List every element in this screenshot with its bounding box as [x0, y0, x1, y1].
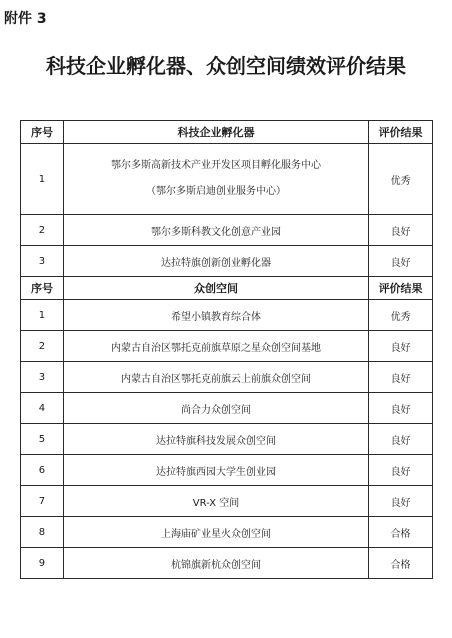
- row-name: 达拉特旗西园大学生创业园: [63, 455, 368, 486]
- row-no: 6: [21, 455, 64, 486]
- row-no: 3: [21, 246, 64, 277]
- row-result: 合格: [369, 517, 433, 548]
- row-no: 4: [21, 393, 64, 424]
- row-name: 杭锦旗新杭众创空间: [63, 548, 368, 579]
- row-result: 良好: [369, 362, 433, 393]
- row-result: 合格: [369, 548, 433, 579]
- row-result: 优秀: [369, 144, 433, 215]
- row-result: 良好: [369, 331, 433, 362]
- table-row: [21, 486, 433, 517]
- row-result: 良好: [369, 455, 433, 486]
- header-result: 评价结果: [369, 277, 433, 300]
- row-name: 鄂尔多斯科教文化创意产业园: [63, 215, 368, 246]
- row-result: 良好: [369, 486, 433, 517]
- row-no: 5: [21, 424, 64, 455]
- incubator-header-row: [21, 121, 433, 144]
- row-name: 内蒙古自治区鄂托克前旗云上前旗众创空间: [63, 362, 368, 393]
- row-no: 8: [21, 517, 64, 548]
- table-row: [21, 144, 433, 215]
- row-no: 2: [21, 331, 64, 362]
- table-row: [21, 362, 433, 393]
- table-row: [21, 548, 433, 579]
- row-result: 良好: [369, 393, 433, 424]
- row-no: 1: [21, 144, 64, 215]
- table-row: [21, 300, 433, 331]
- table-row: [21, 517, 433, 548]
- row-no: 2: [21, 215, 64, 246]
- row-name: VR-X 空间: [63, 486, 368, 517]
- header-maker-space-name: 众创空间: [63, 277, 368, 300]
- maker-space-header-row: [21, 277, 433, 300]
- row-name: 上海庙矿业星火众创空间: [63, 517, 368, 548]
- header-no: 序号: [21, 277, 64, 300]
- row-result: 良好: [369, 424, 433, 455]
- row-no: 3: [21, 362, 64, 393]
- table-row: [21, 393, 433, 424]
- header-incubator-name: 科技企业孵化器: [63, 121, 368, 144]
- table-row: [21, 246, 433, 277]
- row-name: [63, 144, 368, 215]
- row-no: 1: [21, 300, 64, 331]
- row-name: 达拉特旗创新创业孵化器: [63, 246, 368, 277]
- table-row: [21, 424, 433, 455]
- table-row: [21, 455, 433, 486]
- table-row: [21, 215, 433, 246]
- row-no: 7: [21, 486, 64, 517]
- row-name: 内蒙古自治区鄂托克前旗草原之星众创空间基地: [63, 331, 368, 362]
- evaluation-results-table: [20, 120, 433, 579]
- header-result: 评价结果: [369, 121, 433, 144]
- attachment-label: 附件 3: [4, 11, 47, 27]
- row-result: 良好: [369, 246, 433, 277]
- document-title: 科技企业孵化器、众创空间绩效评价结果: [46, 54, 406, 78]
- row-name-line2: （鄂尔多斯启迪创业服务中心）: [146, 186, 287, 197]
- row-name: 尚合力众创空间: [63, 393, 368, 424]
- row-name-line1: 鄂尔多斯高新技术产业开发区项目孵化服务中心: [111, 160, 322, 171]
- row-name: 希望小镇教育综合体: [63, 300, 368, 331]
- row-no: 9: [21, 548, 64, 579]
- row-name: 达拉特旗科技发展众创空间: [63, 424, 368, 455]
- row-result: 优秀: [369, 300, 433, 331]
- header-no: 序号: [21, 121, 64, 144]
- table-row: [21, 331, 433, 362]
- row-result: 良好: [369, 215, 433, 246]
